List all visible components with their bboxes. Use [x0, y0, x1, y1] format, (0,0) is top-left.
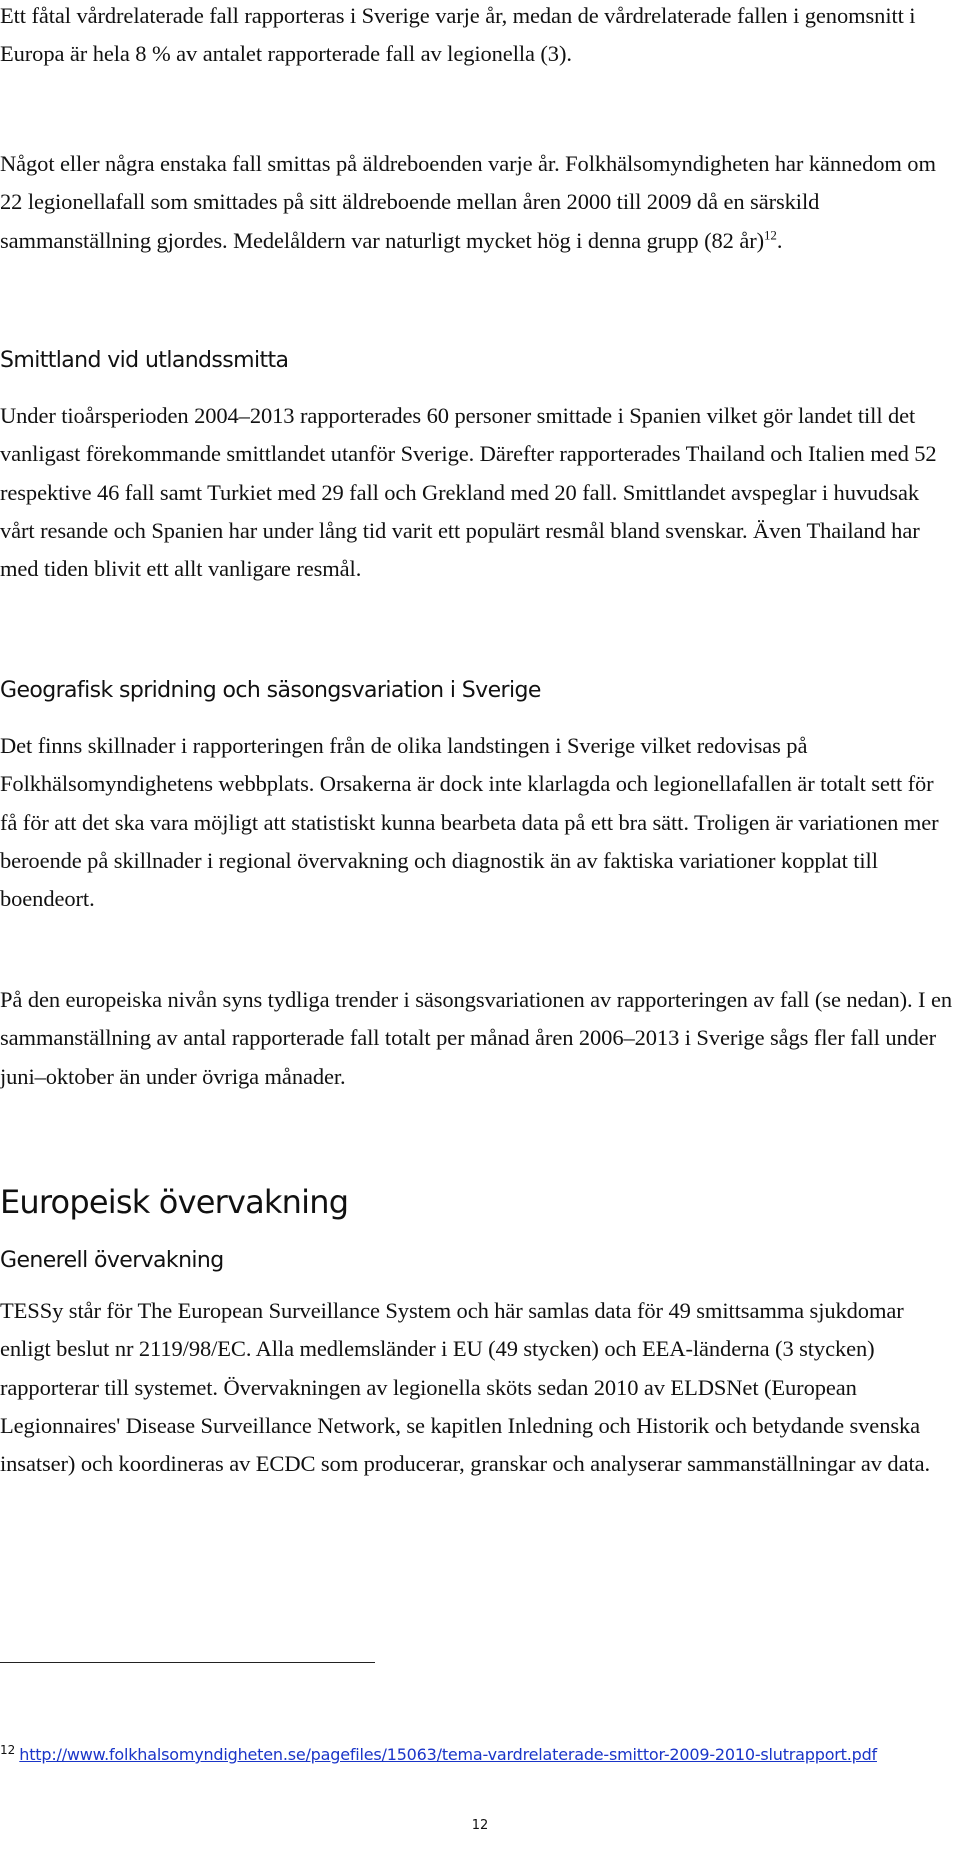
footnote-number: 12: [0, 1742, 16, 1757]
heading-smittland: Smittland vid utlandssmitta: [0, 348, 289, 373]
footnote-separator: [0, 1662, 375, 1663]
footnote-link[interactable]: http://www.folkhalsomyndigheten.se/pagefiles/15063/tema-vardrelaterade-smittor-2009-2010-slutrapport.pdf: [19, 1745, 877, 1764]
paragraph-smittland: [0, 397, 955, 588]
paragraph-text: Ett fåtal vårdrelaterade fall rapporteras i Sverige varje år, medan de vårdrelaterade fallen i genomsnitt i Europa är hela 8 % av antalet rapporterade fall av legionella (3).: [0, 3, 916, 67]
paragraph-vardrelaterade: [0, 0, 955, 74]
heading-europeisk-block: [0, 1183, 348, 1221]
footnote-reference[interactable]: 12: [764, 227, 777, 243]
paragraph-geografisk: [0, 727, 955, 918]
heading-geografisk-block: [0, 678, 541, 703]
paragraph-tessy: [0, 1292, 955, 1483]
paragraph-text: Det finns skillnader i rapporteringen från de olika landstingen i Sverige vilket redovisas på Folkhälsomyndighetens webbplats. Orsakerna är dock inte klarlagda och legionellafallen är totalt sett för få för att det ska vara möjligt att statistiskt kunna bearbeta data på ett bra sätt. Troligen är variationen mer beroende på skillnader i regional övervakning och diagnostik än av faktiska variationer kopplat till boendeort.: [0, 733, 939, 912]
heading-smittland-block: [0, 348, 288, 373]
heading-geografisk: Geografisk spridning och säsongsvariation i Sverige: [0, 678, 541, 703]
paragraph-europeisk-niva: [0, 981, 955, 1096]
paragraph-text-main: Något eller några enstaka fall smittas på äldreboenden varje år. Folkhälsomyndigheten har kännedom om 22 legionellafall som smittades på sitt äldreboende mellan åren 2000 till 2009 då en särskild sammanställning gjordes. Medelåldern var naturligt mycket hög i denna grupp (82 år): [0, 151, 936, 253]
heading-europeisk-overvakning: Europeisk övervakning: [0, 1183, 349, 1221]
footnote: [0, 1742, 877, 1764]
paragraph-text: På den europeiska nivån syns tydliga trender i säsongsvariationen av rapporteringen av fall (se nedan). I en sammanställning av antal rapporterade fall totalt per månad åren 2006–2013 i Sverige sågs fler fall under juni–oktober än under övriga månader.: [0, 987, 953, 1089]
paragraph-aldreboenden: [0, 145, 955, 260]
paragraph-text: TESSy står för The European Surveillance System och här samlas data för 49 smittsamma sjukdomar enligt beslut nr 2119/98/EC. Alla medlemsländer i EU (49 stycken) och EEA-länderna (3 stycken) rapporterar till systemet. Övervakningen av legionella sköts sedan 2010 av ELDSNet (European Legionnaires' Disease Surveillance Network, se kapitlen Inledning och Historik och betydande svenska insatser) och koordineras av ECDC som producerar, granskar och analyserar sammanställningar av data.: [0, 1298, 931, 1477]
heading-generell-overvakning: Generell övervakning: [0, 1248, 224, 1273]
page-number: 12: [471, 1818, 489, 1833]
paragraph-text-tail: .: [776, 227, 783, 253]
paragraph-text: [0, 145, 955, 260]
heading-generell-block: [0, 1248, 224, 1273]
paragraph-text: Under tioårsperioden 2004–2013 rapporterades 60 personer smittade i Spanien vilket gör landet till det vanligast förekommande smittlandet utanför Sverige. Därefter rapporterades Thailand och Italien med 52 respektive 46 fall samt Turkiet med 29 fall och Grekland med 20 fall. Smittlandet avspeglar i huvudsak vårt resande och Spanien har under lång tid varit ett populärt resmål bland svenskar. Även Thailand har med tiden blivit ett allt vanligare resmål.: [0, 403, 937, 582]
